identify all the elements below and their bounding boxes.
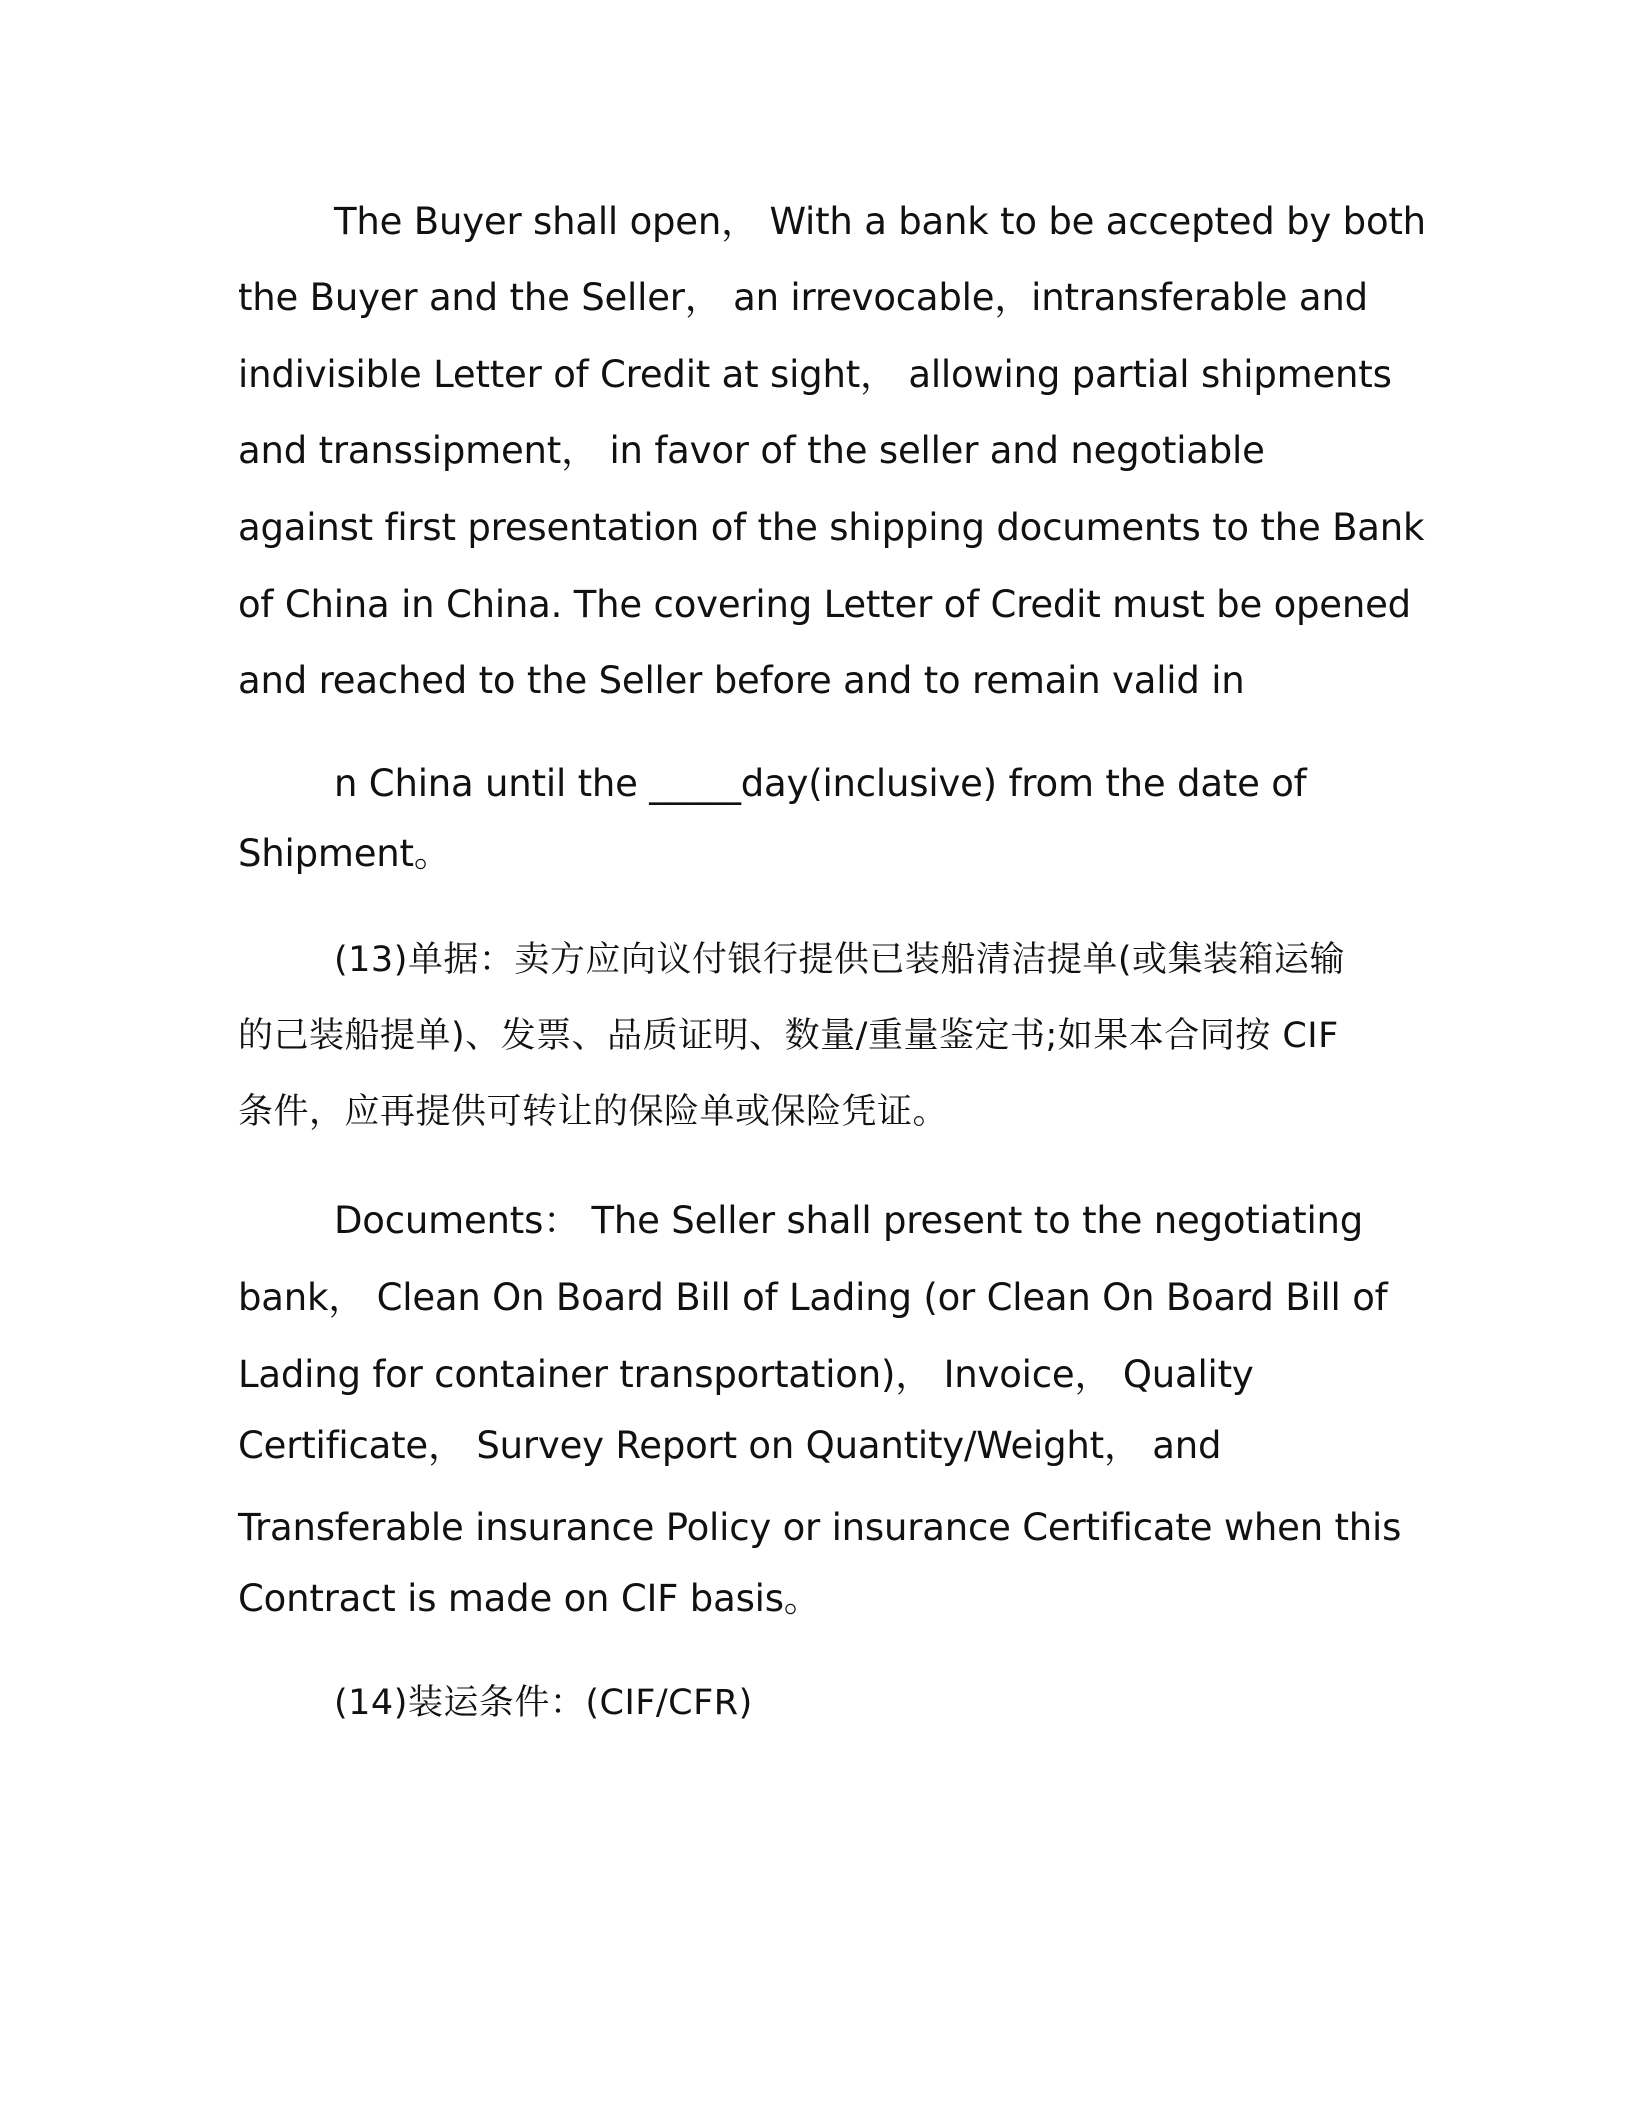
documents-en-line-5: Transferable insurance Policy or insurance Certificate when this bbox=[238, 1506, 1402, 1549]
payment-line-4: and transsipment， in favor of the seller and negotiable bbox=[238, 429, 1265, 472]
payment-line-2: the Buyer and the Seller， an irrevocable，intransferable and bbox=[238, 276, 1368, 319]
shipping-heading: (14)装运条件：(CIF/CFR) bbox=[334, 1683, 753, 1723]
payment-line-3: indivisible Letter of Credit at sight， allowing partial shipments bbox=[238, 353, 1392, 396]
documents-en-line-1: Documents： The Seller shall present to the negotiating bbox=[334, 1199, 1364, 1242]
payment-line-7: and reached to the Seller before and to remain valid in bbox=[238, 659, 1245, 702]
documents-cn-line-2: 的己装船提单)、发票、品质证明、数量/重量鉴定书;如果本合同按 CIF bbox=[238, 1016, 1339, 1056]
documents-cn-line-1: (13)单据：卖方应向议付银行提供已装船清洁提单(或集装箱运输 bbox=[334, 940, 1346, 980]
documents-cn-line-3: 条件，应再提供可转让的保险单或保险凭证。 bbox=[238, 1092, 949, 1132]
validity-line-2: Shipment。 bbox=[238, 832, 451, 875]
documents-en-line-2: bank， Clean On Board Bill of Lading (or Clean On Board Bill of bbox=[238, 1276, 1388, 1319]
validity-line-1: n China until the _____day(inclusive) from the date of bbox=[334, 762, 1307, 805]
documents-en-line-3: Lading for container transportation)， Invoice， Quality bbox=[238, 1353, 1254, 1396]
documents-en-line-6: Contract is made on CIF basis。 bbox=[238, 1577, 821, 1620]
documents-en-line-4: Certificate， Survey Report on Quantity/Weight， and bbox=[238, 1424, 1222, 1467]
payment-line-6: of China in China. The covering Letter of Credit must be opened bbox=[238, 583, 1411, 626]
payment-line-5: against first presentation of the shipping documents to the Bank bbox=[238, 506, 1425, 549]
payment-line-1: The Buyer shall open， With a bank to be accepted by both bbox=[334, 200, 1426, 243]
